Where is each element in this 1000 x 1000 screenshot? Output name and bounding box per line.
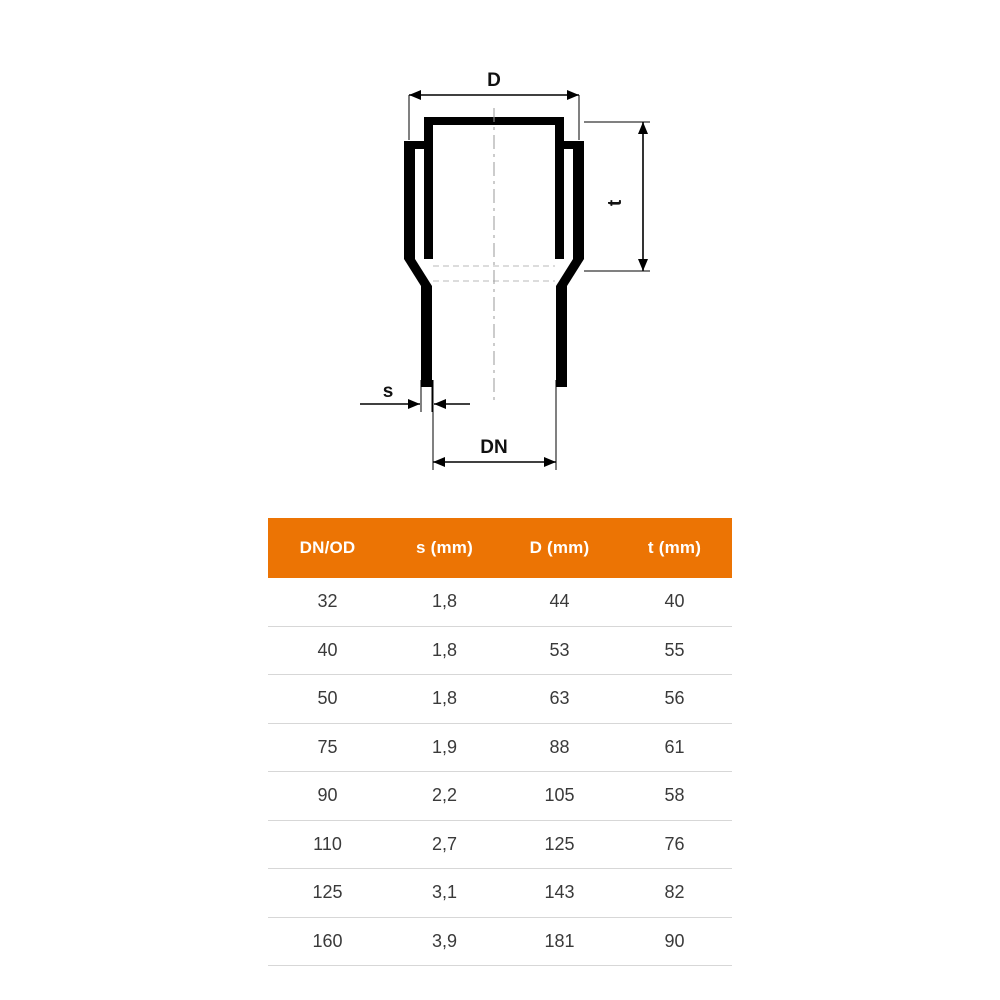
table-body: [268, 578, 732, 966]
table-header-row: [268, 518, 732, 578]
table-row: [268, 772, 732, 821]
cell-s: 3,9: [387, 917, 502, 966]
column-header-d: D (mm): [502, 518, 617, 578]
cell-s: 1,9: [387, 723, 502, 772]
cell-s: 1,8: [387, 626, 502, 675]
cell-s: 3,1: [387, 869, 502, 918]
cell-d: 181: [502, 917, 617, 966]
cell-s: 1,8: [387, 675, 502, 724]
cell-dn-od: 75: [268, 723, 387, 772]
dimension-s: [360, 380, 470, 412]
cell-t: 61: [617, 723, 732, 772]
column-header-s: s (mm): [387, 518, 502, 578]
table-row: [268, 626, 732, 675]
cell-s: 2,2: [387, 772, 502, 821]
table-row: [268, 820, 732, 869]
cell-d: 143: [502, 869, 617, 918]
cell-t: 58: [617, 772, 732, 821]
table-row: [268, 917, 732, 966]
cell-t: 76: [617, 820, 732, 869]
dimension-table: [268, 518, 732, 966]
cell-t: 40: [617, 578, 732, 626]
cell-t: 82: [617, 869, 732, 918]
cell-d: 105: [502, 772, 617, 821]
table-row: [268, 723, 732, 772]
cell-dn-od: 40: [268, 626, 387, 675]
label-t: t: [605, 199, 626, 207]
cell-dn-od: 32: [268, 578, 387, 626]
table-row: [268, 675, 732, 724]
cell-d: 125: [502, 820, 617, 869]
label-s: s: [382, 381, 394, 402]
dimension-table-container: [268, 518, 732, 966]
cell-dn-od: 125: [268, 869, 387, 918]
column-header-dn-od: DN/OD: [268, 518, 387, 578]
table-row: [268, 578, 732, 626]
table-row: [268, 869, 732, 918]
label-D: D: [487, 70, 501, 91]
dimension-t: [584, 122, 650, 271]
label-DN: DN: [480, 437, 508, 458]
cell-t: 55: [617, 626, 732, 675]
cell-t: 90: [617, 917, 732, 966]
cell-d: 44: [502, 578, 617, 626]
cell-dn-od: 160: [268, 917, 387, 966]
cell-dn-od: 110: [268, 820, 387, 869]
cell-d: 88: [502, 723, 617, 772]
cell-dn-od: 90: [268, 772, 387, 821]
cell-t: 56: [617, 675, 732, 724]
cell-dn-od: 50: [268, 675, 387, 724]
cell-s: 2,7: [387, 820, 502, 869]
cell-s: 1,8: [387, 578, 502, 626]
cell-d: 63: [502, 675, 617, 724]
cell-d: 53: [502, 626, 617, 675]
column-header-t: t (mm): [617, 518, 732, 578]
